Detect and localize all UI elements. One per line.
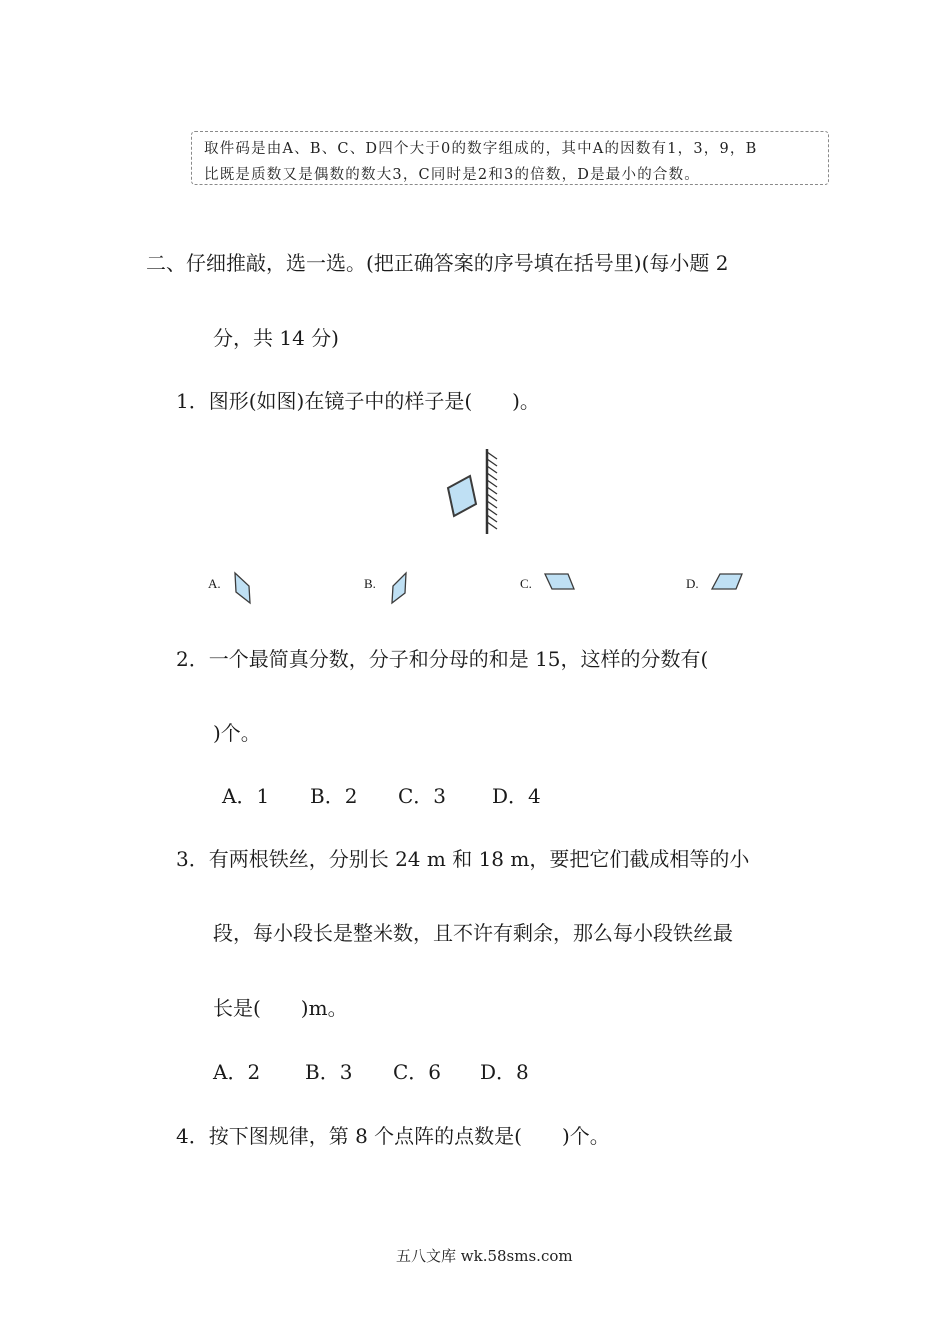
q1-option-c-shape [542, 570, 578, 594]
q1-option-b-label: B. [364, 576, 376, 591]
original-parallelogram [448, 476, 476, 516]
q1-option-d-label: D. [686, 576, 699, 591]
q3-option-b: B．3 [305, 1060, 353, 1084]
footer-watermark: 五八文库 wk.58sms.com [396, 1247, 573, 1265]
section-heading-line-1: 二、仔细推敲，选一选。(把正确答案的序号填在括号里)(每小题 2 [146, 251, 729, 275]
question-3-line-2: 段，每小段长是整米数，且不许有剩余，那么每小段铁丝最 [213, 921, 733, 945]
question-2-line-1: 2．一个最简真分数，分子和分母的和是 15，这样的分数有( [176, 647, 709, 671]
question-3-line-1: 3．有两根铁丝，分别长 24 m 和 18 m，要把它们截成相等的小 [176, 847, 750, 871]
question-4-text: 4．按下图规律，第 8 个点阵的点数是( )个。 [176, 1124, 610, 1148]
question-2-line-2: )个。 [213, 721, 261, 745]
q1-option-d-shape [709, 570, 745, 594]
q1-option-a-shape [230, 570, 256, 606]
note-line-2: 比既是质数又是偶数的数大3，C同时是2和3的倍数，D是最小的合数。 [204, 167, 700, 183]
q1-option-a-label: A. [208, 576, 221, 591]
question-1-text: 1．图形(如图)在镜子中的样子是( )。 [176, 389, 540, 413]
mirror-figure [440, 446, 506, 538]
q3-option-c: C．6 [393, 1060, 442, 1084]
q2-option-c: C．3 [398, 784, 447, 808]
q1-option-c-label: C. [520, 576, 532, 591]
section-heading-line-2: 分，共 14 分) [213, 326, 339, 350]
note-line-1: 取件码是由A、B、C、D四个大于0的数字组成的，其中A的因数有1，3，9，B [204, 141, 758, 157]
q3-option-a: A．2 [213, 1060, 261, 1084]
q3-option-d: D．8 [480, 1060, 529, 1084]
question-3-line-3: 长是( )m。 [213, 996, 348, 1020]
q1-option-b-shape [386, 570, 412, 606]
q2-option-b: B．2 [310, 784, 358, 808]
mirror-hatching [487, 452, 497, 529]
info-note-box [191, 131, 829, 185]
q2-option-d: D．4 [492, 784, 541, 808]
q2-option-a: A．1 [222, 784, 270, 808]
